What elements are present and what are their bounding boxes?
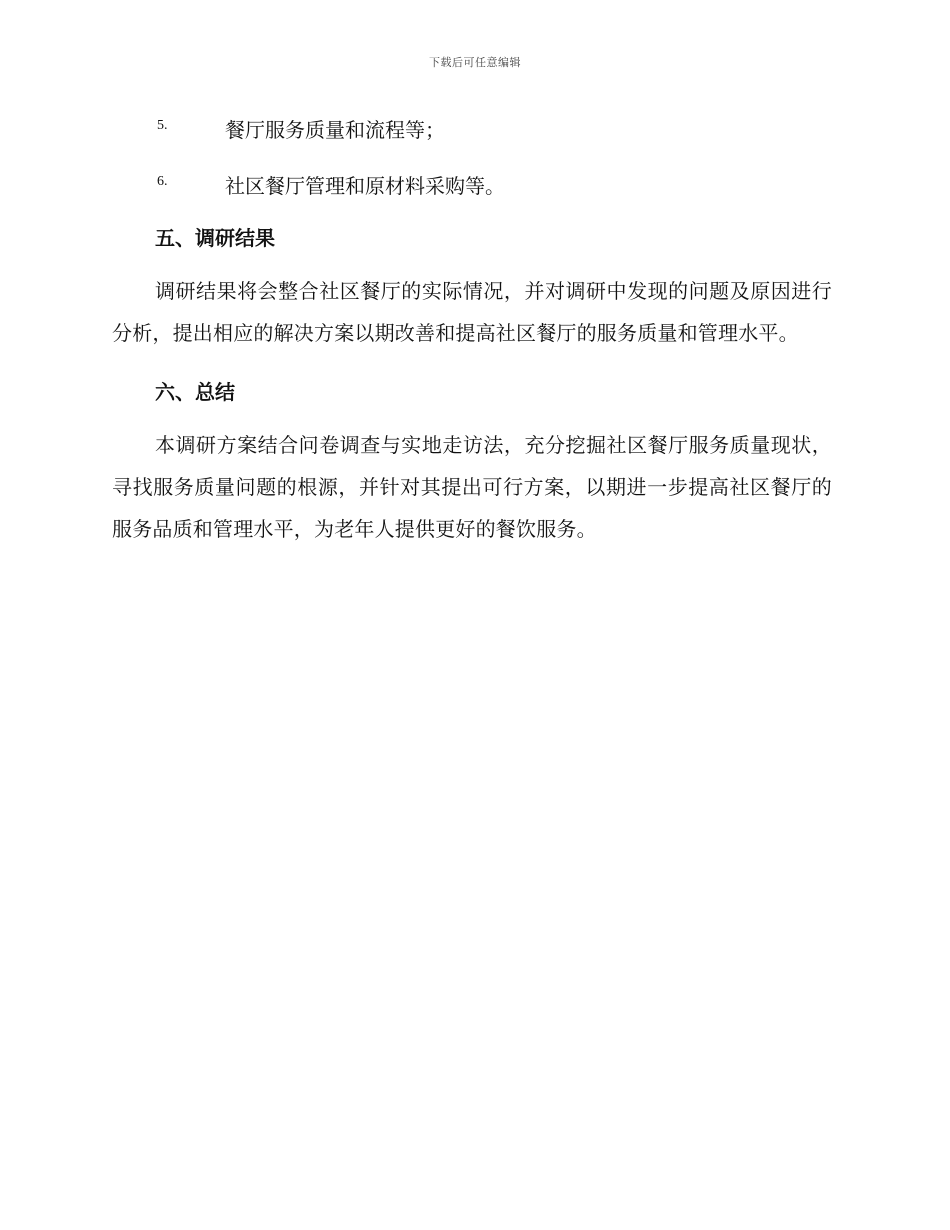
section-heading-summary: 六、总结 bbox=[155, 380, 235, 404]
list-item-text: 餐厅服务质量和流程等； bbox=[225, 118, 445, 142]
list-item bbox=[112, 164, 832, 208]
list-item-number: 6. bbox=[157, 174, 168, 189]
section-paragraph-results: 调研结果将会整合社区餐厅的实际情况，并对调研中发现的问题及原因进行分析，提出相应的解决方案以期改善和提高社区餐厅的服务质量和管理水平。 bbox=[112, 279, 832, 345]
page-header: 下载后可任意编辑 bbox=[429, 56, 521, 69]
list-item bbox=[112, 108, 832, 152]
section-paragraph-summary: 本调研方案结合问卷调查与实地走访法，充分挖掘社区餐厅服务质量现状，寻找服务质量问题的根源，并针对其提出可行方案，以期进一步提高社区餐厅的服务品质和管理水平，为老年人提供更好的餐饮服务。 bbox=[112, 433, 832, 541]
list-item-number: 5. bbox=[157, 118, 168, 133]
list-item-text: 社区餐厅管理和原材料采购等。 bbox=[225, 174, 505, 198]
document-body bbox=[112, 108, 832, 570]
section-heading-results: 五、调研结果 bbox=[155, 226, 275, 250]
